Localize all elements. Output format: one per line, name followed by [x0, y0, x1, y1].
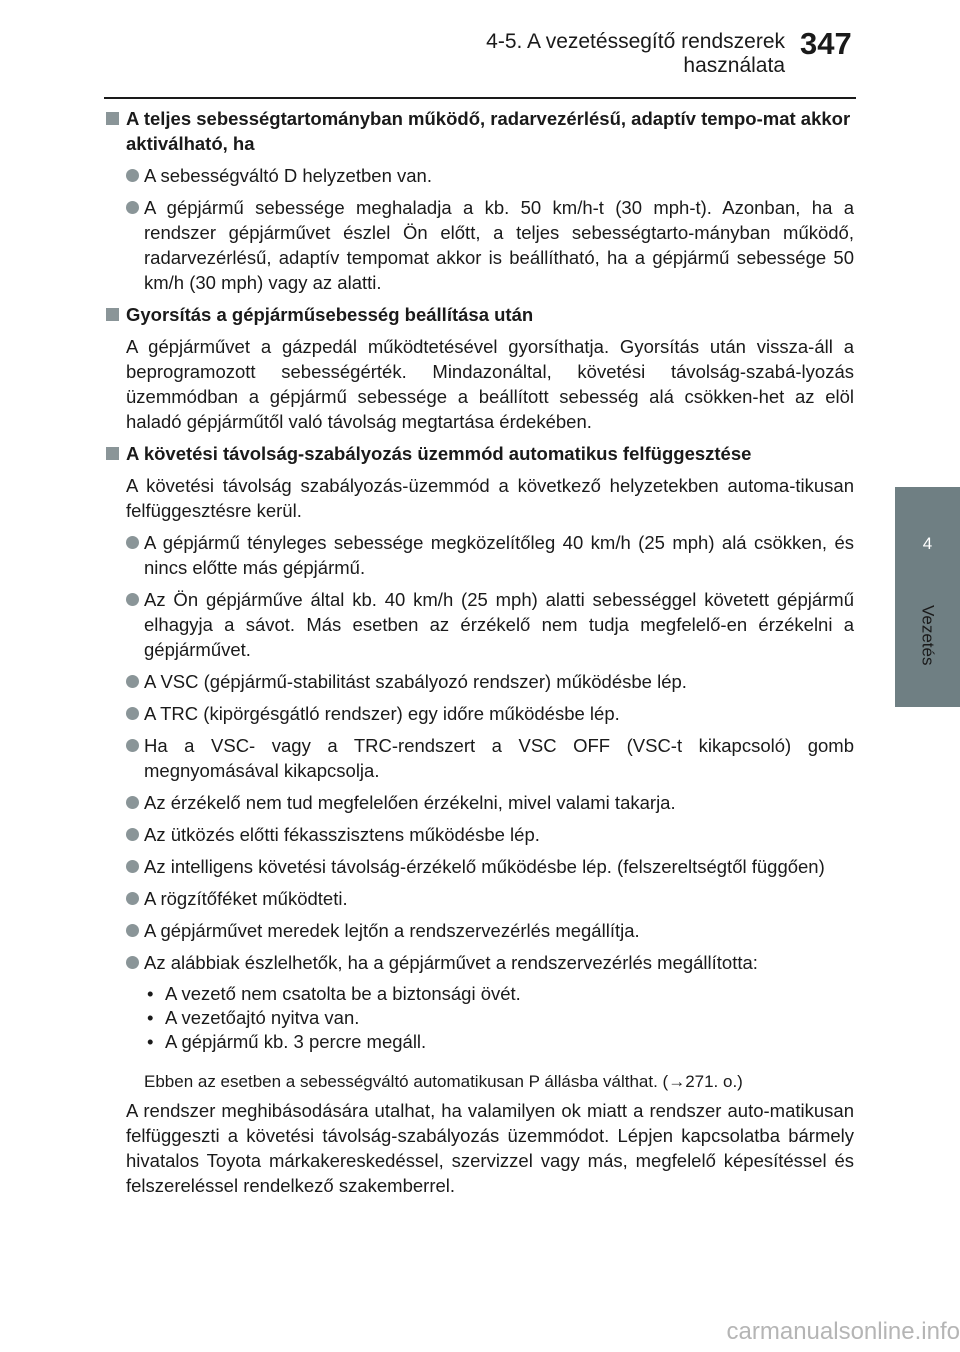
list-item: Az érzékelő nem tud megfelelően érzékelni, mivel valami takarja. — [106, 790, 854, 815]
list-item: Az intelligens követési távolság-érzékelő működésbe lép. (felszereltségtől függően) — [106, 854, 854, 879]
bullet-dot-icon — [126, 828, 139, 841]
bullet-dot-icon — [126, 892, 139, 905]
bullet-dot-icon — [126, 593, 139, 606]
bullet-dot-icon — [126, 675, 139, 688]
bullet-dot-icon — [126, 739, 139, 752]
chapter-label: Vezetés — [918, 604, 938, 666]
page-header-title: 4-5. A vezetéssegítő rendszerek használata — [486, 30, 785, 77]
watermark: carmanualsonline.info — [726, 1318, 960, 1345]
square-marker-icon — [106, 112, 119, 125]
list-item: A TRC (kipörgésgátló rendszer) egy időre működésbe lép. — [106, 701, 854, 726]
list-item: A sebességváltó D helyzetben van. — [106, 163, 854, 188]
section-heading: Gyorsítás a gépjárműsebesség beállítása után — [106, 302, 854, 327]
bullet-dot-icon — [126, 860, 139, 873]
bullet-dot-icon — [126, 707, 139, 720]
page-content — [106, 106, 854, 1198]
list-item: A gépjármű tényleges sebessége megközelítőleg 40 km/h (25 mph) alá csökken, és nincs előtte más gépjármű. — [106, 530, 854, 580]
list-item: Az Ön gépjárműve által kb. 40 km/h (25 mph) alatti sebességgel követett gépjármű elhagyja a sávot. Más esetben az érzékelő nem tudja megfelelő-en érzékelni a gépjárművet. — [106, 587, 854, 662]
bullet-dot-icon — [126, 201, 139, 214]
list-item: Az ütközés előtti fékasszisztens működésbe lép. — [106, 822, 854, 847]
sub-list-item: • A vezetőajtó nyitva van. — [147, 1007, 360, 1028]
closing-paragraph: A rendszer meghibásodására utalhat, ha valamilyen ok miatt a rendszer auto-matikusan felfüggeszti a követési távolság-szabályozás üzemmódot. Lépjen kapcsolatba bármely hivatalos Toyota márkakereskedéssel, szervizzel vagy más, megfelelő képesítéssel és felszereléssel rendelkező szakemberrel. — [126, 1100, 854, 1196]
bullet-dot-icon — [126, 956, 139, 969]
list-item: Ha a VSC- vagy a TRC-rendszert a VSC OFF (VSC-t kikapcsoló) gomb megnyomásával kikapcsolja. — [106, 733, 854, 783]
list-item: A rögzítőféket működteti. — [106, 886, 854, 911]
bullet-dot-icon — [126, 796, 139, 809]
paragraph: A követési távolság szabályozás-üzemmód a következő helyzetekben automa-tikusan felfüggesztésre kerül. — [126, 475, 854, 521]
square-marker-icon — [106, 308, 119, 321]
list-item: Az alábbiak észlelhetők, ha a gépjárművet a rendszervezérlés megállította: — [106, 950, 854, 975]
section-heading: A követési távolság-szabályozás üzemmód automatikus felfüggesztése — [106, 441, 854, 466]
bullet-dot-icon — [126, 536, 139, 549]
sub-list-item: • A vezető nem csatolta be a biztonsági övét. — [147, 983, 521, 1004]
list-item: A VSC (gépjármű-stabilitást szabályozó rendszer) működésbe lép. — [106, 669, 854, 694]
list-item: A gépjármű sebessége meghaladja a kb. 50 km/h-t (30 mph-t). Azonban, ha a rendszer gépjárművet észlel Ön előtt, a teljes sebességtarto-mányban működő, radarvezérlésű, adaptív tempomat akkor is beállítható, ha a gépjármű sebessége 50 km/h (30 mph) vagy az alatti. — [106, 195, 854, 295]
square-marker-icon — [106, 447, 119, 460]
paragraph: A gépjárművet a gázpedál működtetésével gyorsíthatja. Gyorsítás után vissza-áll a beprogramozott sebességérték. Mindazonáltal, követési távolság-szabá-lyozás üzemmódban a gépjármű sebessége a beállított sebesség alá csökken-het az elöl haladó gépjárműtől való távolság megtartása érdekében. — [126, 336, 854, 432]
section-heading: A teljes sebességtartományban működő, radarvezérlésű, adaptív tempo-mat akkor aktiválható, ha — [106, 106, 854, 156]
sub-list-item: • A gépjármű kb. 3 percre megáll. — [147, 1031, 427, 1052]
note-text: Ebben az esetben a sebességváltó automatikusan P állásba válthat. (→271. o.) — [144, 1072, 743, 1091]
bullet-dot-icon — [126, 169, 139, 182]
bullet-dot-icon — [126, 924, 139, 937]
list-item: A gépjárművet meredek lejtőn a rendszervezérlés megállítja. — [106, 918, 854, 943]
header-rule — [104, 97, 856, 99]
chapter-number: 4 — [922, 534, 933, 553]
chapter-side-tab — [895, 487, 960, 707]
page-number: 347 — [800, 26, 852, 61]
